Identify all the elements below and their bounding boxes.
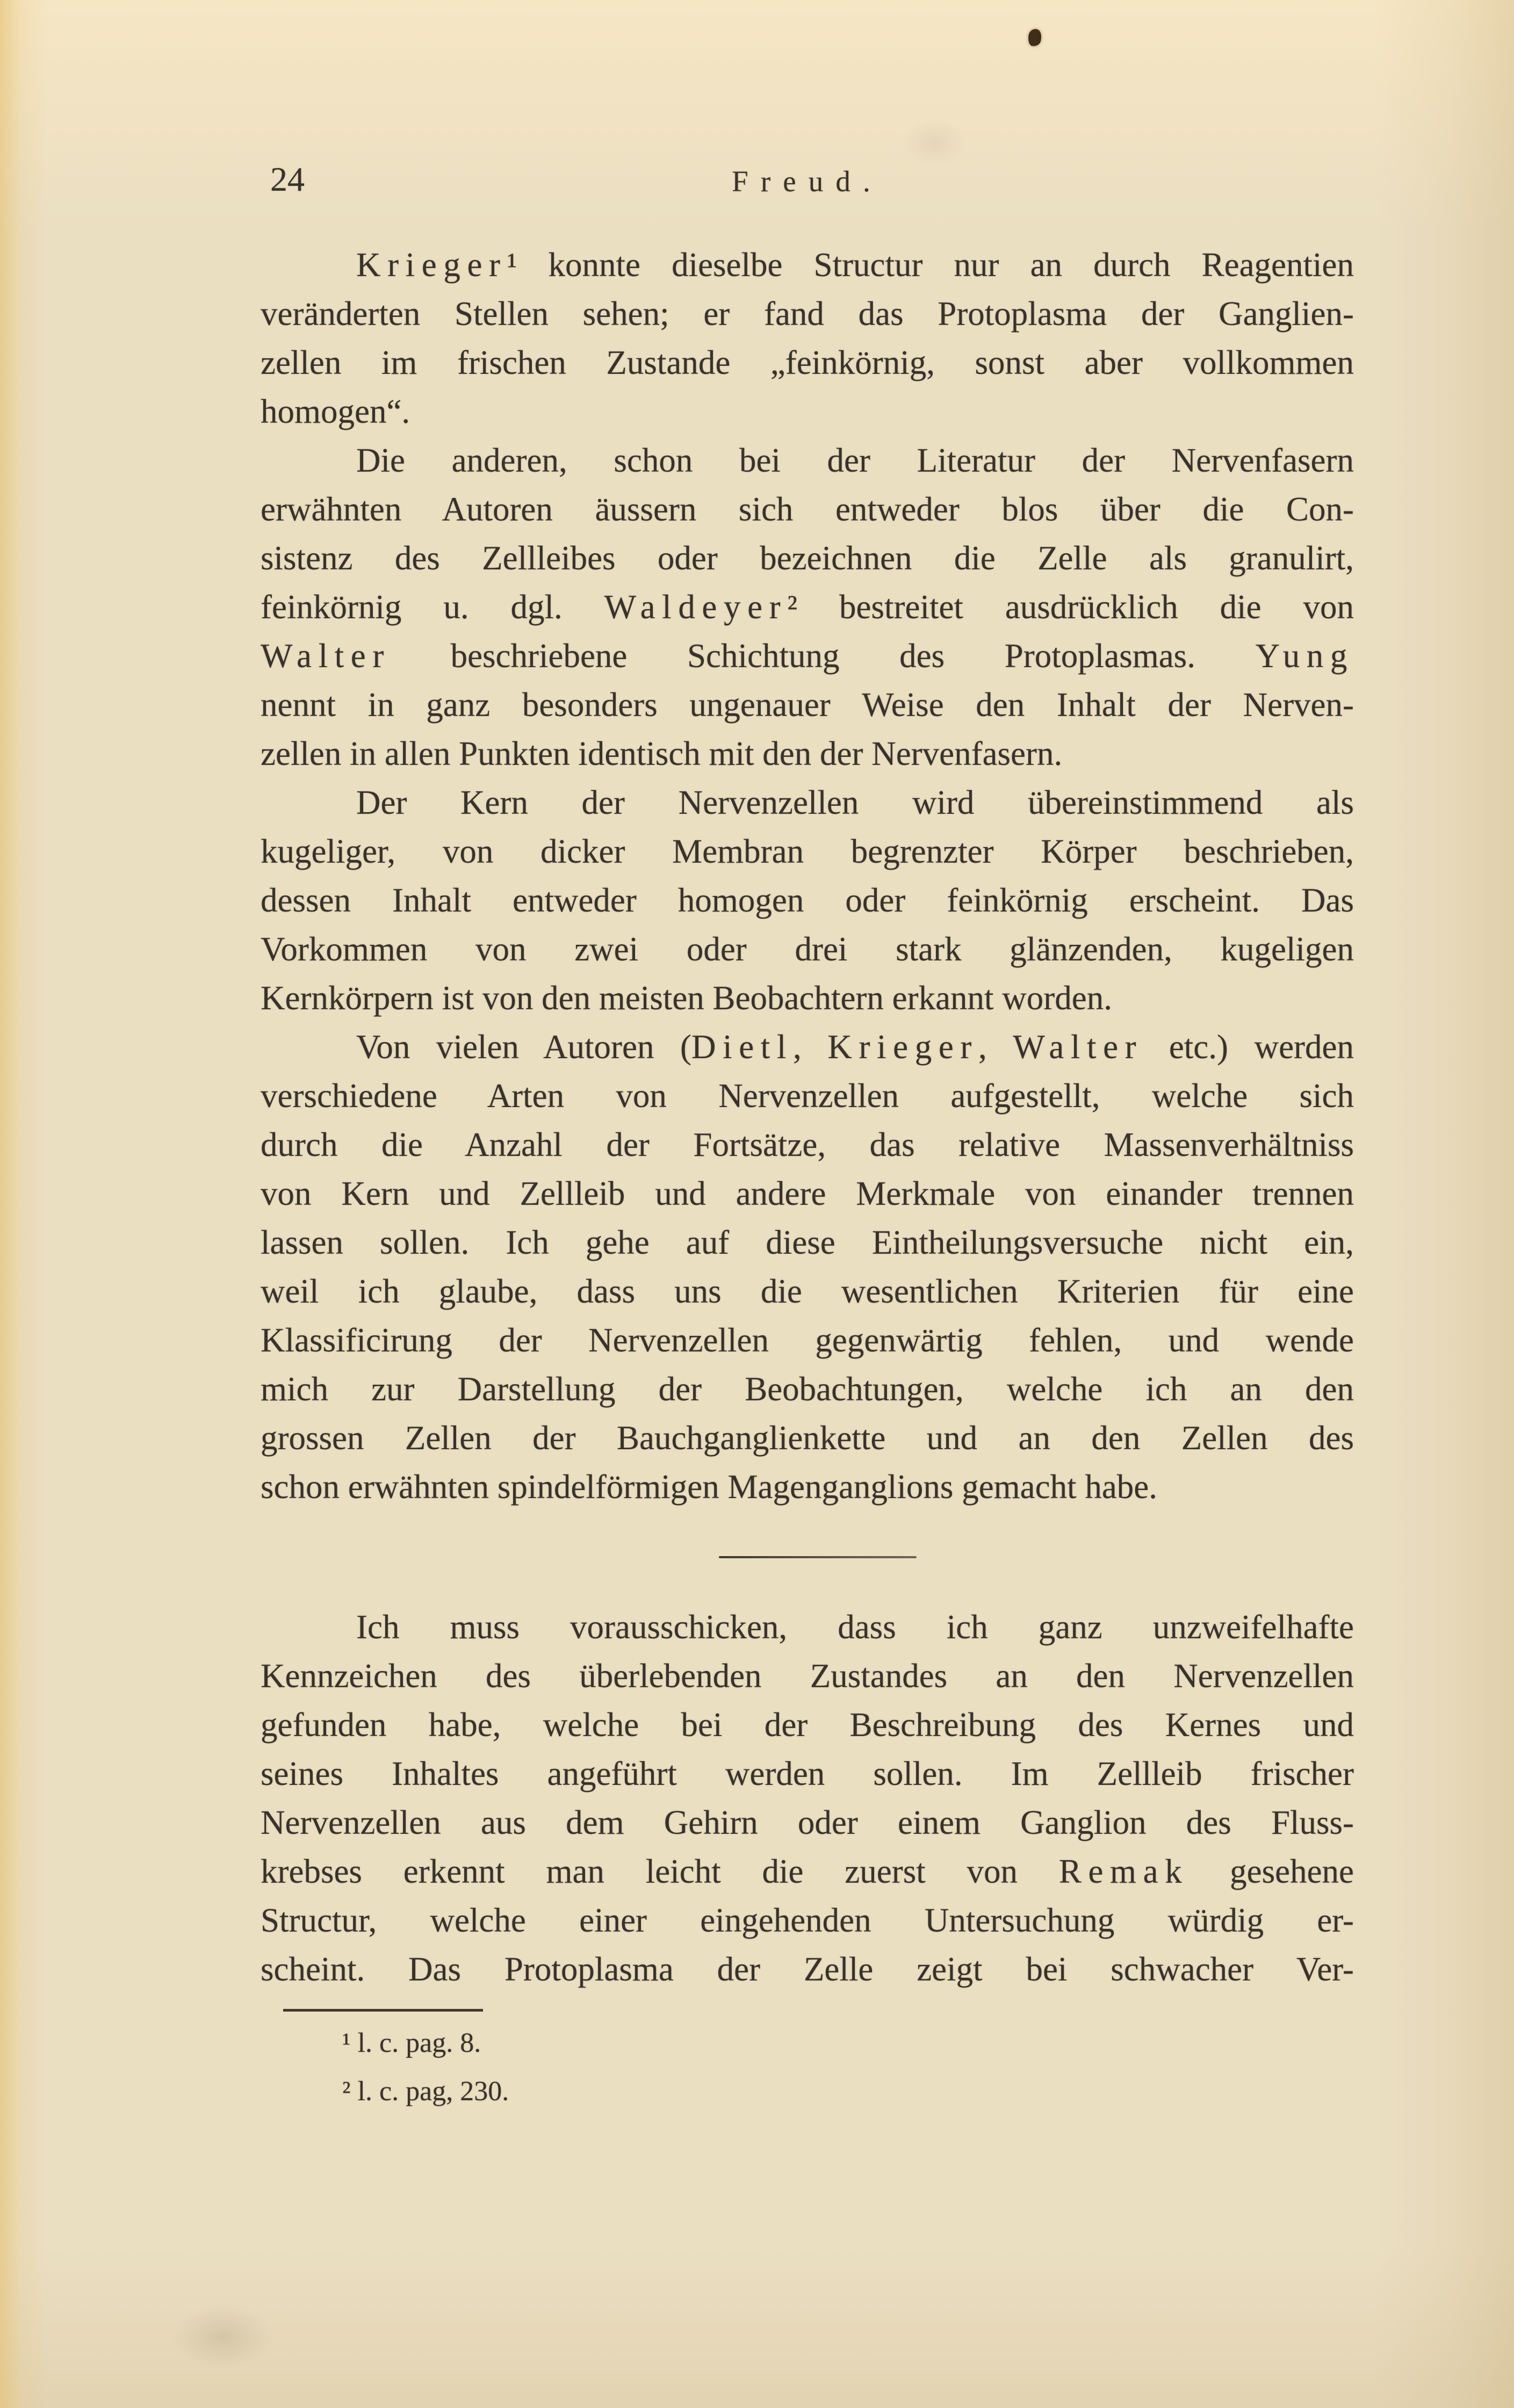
text-line: verschiedene Arten von Nervenzellen aufgestellt, welche sich [261,1077,1354,1115]
text-line: Ich muss vorausschicken, dass ich ganz unzweifelhafte [356,1608,1354,1646]
text-line: schon erwähnten spindelförmigen Magenganglions gemacht habe. [261,1468,1158,1506]
ink-spot [1027,28,1042,47]
text-line: scheint. Das Protoplasma der Zelle zeigt bei schwacher Ver- [261,1950,1354,1988]
text-line: Walter beschriebene Schichtung des Protoplasmas. Yung [261,637,1354,675]
text-line: Kennzeichen des überlebenden Zustandes an den Nervenzellen [261,1657,1354,1695]
text-line: veränderten Stellen sehen; er fand das Protoplasma der Ganglien- [261,295,1354,332]
text-line: seines Inhaltes angeführt werden sollen. Im Zellleib frischer [261,1755,1354,1792]
footnote: ¹ l. c. pag. 8. [342,2028,481,2058]
text-line: Der Kern der Nervenzellen wird übereinstimmend als [356,784,1354,821]
letterspaced-name: Remak [1058,1853,1189,1890]
text-line: weil ich glaube, dass uns die wesentlichen Kriterien für eine [261,1272,1354,1310]
text-line: kugeliger, von dicker Membran begrenzter Körper beschrieben, [261,833,1354,870]
letterspaced-name: Krieger [356,246,507,284]
divider-rule [719,1556,917,1558]
text-line: grossen Zellen der Bauchganglienkette und an den Zellen des [261,1419,1354,1457]
section-divider [261,1512,1354,1603]
text-line: feinkörnig u. dgl. Waldeyer² bestreitet ausdrücklich die von [261,588,1354,626]
footnote: ² l. c. pag, 230. [342,2076,509,2107]
page-number: 24 [270,160,305,198]
text-line: Krieger¹ konnte dieselbe Structur nur an durch Reagentien [356,246,1354,284]
text-line: durch die Anzahl der Fortsätze, das relative Massenverhältniss [261,1126,1354,1163]
letterspaced-name: Walter [1013,1028,1143,1066]
text-line: gefunden habe, welche bei der Beschreibung des Kernes und [261,1706,1354,1744]
text-line: dessen Inhalt entweder homogen oder feinkörnig erscheint. Das [261,881,1354,919]
text-line: Die anderen, schon bei der Literatur der Nervenfasern [356,442,1354,479]
letterspaced-name: Krieger [827,1028,978,1066]
letterspaced-name: Dietl [691,1028,794,1066]
text-line: zellen in allen Punkten identisch mit den der Nervenfasern. [261,735,1063,772]
stain-smudge [903,118,967,167]
text-line: Nervenzellen aus dem Gehirn oder einem Ganglion des Fluss- [261,1804,1354,1841]
text-line: Vorkommen von zwei oder drei stark glänzenden, kugeligen [261,930,1354,968]
page-header [261,160,1354,208]
footnote-separator [283,2009,483,2012]
text-line: von Kern und Zellleib und andere Merkmale von einander trennen [261,1175,1354,1212]
page-body [261,241,1354,2116]
letterspaced-name: Waldeyer [604,588,788,626]
text-line: homogen“. [261,393,410,430]
text-line: Klassificirung der Nervenzellen gegenwärtig fehlen, und wende [261,1321,1354,1359]
stain-smudge [172,2304,274,2369]
text-line: lassen sollen. Ich gehe auf diese Eintheilungsversuche nicht ein, [261,1224,1354,1261]
text-line: erwähnten Autoren äussern sich entweder blos über die Con- [261,490,1354,528]
running-head: Freud. [732,165,883,198]
text-line: mich zur Darstellung der Beobachtungen, welche ich an den [261,1370,1354,1408]
letterspaced-name: Walter [261,637,391,675]
text-line: Kernkörpern ist von den meisten Beobachtern erkannt worden. [261,979,1112,1017]
letterspaced-name: Yung [1255,637,1354,675]
text-line: krebses erkennt man leicht die zuerst von Remak gesehene [261,1853,1354,1890]
text-line: nennt in ganz besonders ungenauer Weise den Inhalt der Nerven- [261,686,1354,724]
text-line: Structur, welche einer eingehenden Untersuchung würdig er- [261,1901,1354,1939]
text-line: zellen im frischen Zustande „feinkörnig, sonst aber vollkommen [261,344,1354,381]
text-line: sistenz des Zellleibes oder bezeichnen die Zelle als granulirt, [261,539,1354,577]
text-line: Von vielen Autoren (Dietl, Krieger, Walter etc.) werden [356,1028,1354,1066]
